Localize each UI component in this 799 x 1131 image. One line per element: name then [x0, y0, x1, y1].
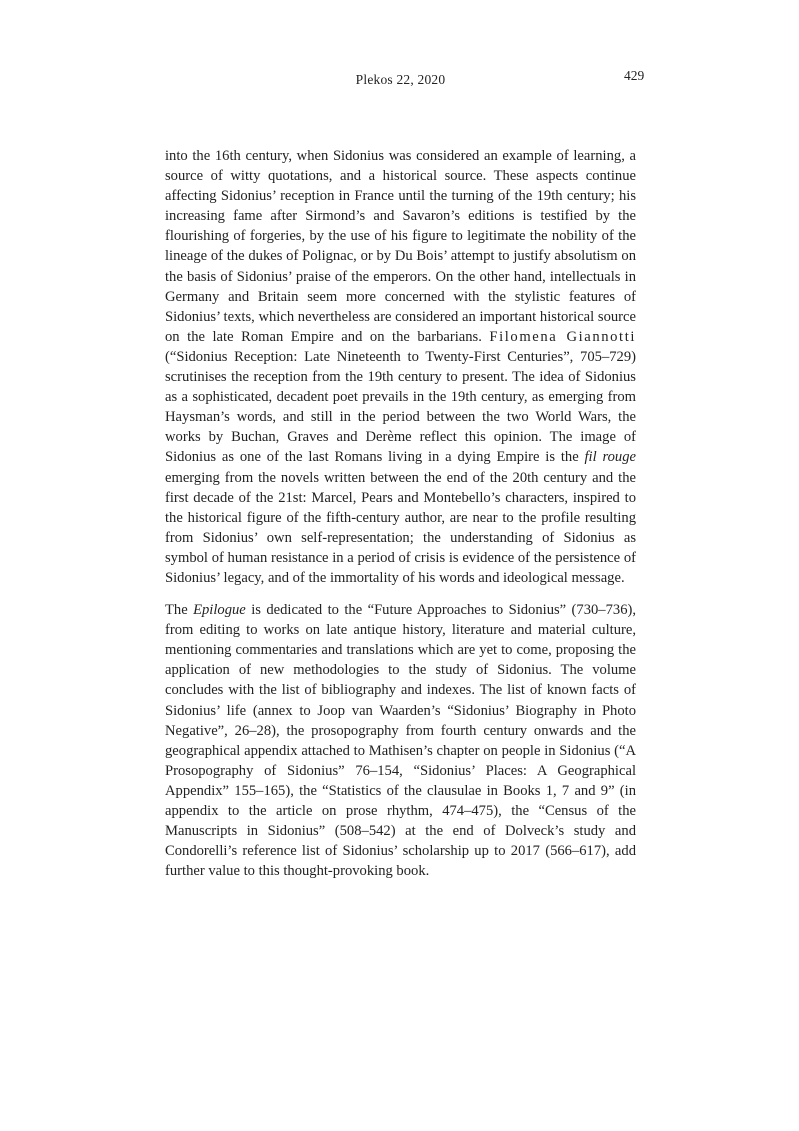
text-run-author-emphasis: Filomena Giannotti [489, 328, 636, 345]
text-run: into the 16th century, when Sidonius was considered an example of learning, a source of witty quotations, and a historical source. These aspects continue affecting Sidonius’ reception in France until the turning of the 19th century; his increasing fame after Sirmond’s and Savaron’s editions is testified by the flourishing of forgeries, by the use of his figure to legitimate the nobility of the lineage of the dukes of Polignac, or by Du Bois’ attempt to justify absolutism on the basis of Sidonius’ praise of the emperors. On the other hand, intellectuals in Germany and Britain seem more concerned with the stylistic features of Sidonius’ texts, which nevertheless are considered an important historical source on the late Roman Empire and on the barbarians. [165, 148, 636, 345]
paragraph-2 [165, 600, 636, 881]
text-run: is dedicated to the “Future Approaches to Sidonius” (730–736), from editing to works on late antique history, literature and material culture, mentioning commentaries and translations which are yet to come, proposing the application of new methodologies to the study of Sidonius. The volume concludes with the list of bibliography and indexes. The list of known facts of Sidonius’ life (annex to Joop van Waarden’s “Sidonius’ Biography in Photo Negative”, 26–28), the prosopography from fourth century onwards and the geographical appendix attached to Mathisen’s chapter on people in Sidonius (“A Prosopography of Sidonius” 76–154, “Sidonius’ Places: A Geographical Appendix” 155–165), the “Statistics of the clausulae in Books 1, 7 and 9” (in appendix to the article on prose rhythm, 474–475), the “Census of the Manuscripts in Sidonius” (508–542) at the end of Dolveck’s study and Condorelli’s reference list of Sidonius’ scholarship up to 2017 (566–617), add further value to this thought-provoking book. [165, 602, 637, 880]
journal-header: Plekos 22, 2020 [355, 72, 446, 87]
text-run-italic: fil rouge [584, 449, 636, 466]
text-run-italic: Epilogue [193, 602, 246, 619]
article-body [165, 146, 636, 881]
text-run: emerging from the novels written between the end of the 20th century and the first decade of the 21st: Marcel, Pears and Montebello’s characters, inspired to the historical figure of the fifth-century author, are near to the profile resulting from Sidonius’ own self-representation; the understanding of Sidonius as symbol of human resistance in a period of crisis is evidence of the persistence of Sidonius’ legacy, and of the immortality of his words and ideological message. [165, 469, 636, 586]
page-number: 429 [624, 68, 645, 83]
text-run: (“Sidonius Reception: Late Nineteenth to Twenty-First Centuries”, 705–729) scrutinises the reception from the 19th century to present. The idea of Sidonius as a sophisticated, decadent poet prevails in the 19th century, as emerging from Haysman’s words, and still in the period between the two World Wars, the works by Buchan, Graves and Derème reflect this opinion. The image of Sidonius as one of the last Romans living in a dying Empire is the [165, 348, 636, 466]
text-run: The [165, 602, 194, 619]
paragraph-1 [165, 146, 636, 588]
